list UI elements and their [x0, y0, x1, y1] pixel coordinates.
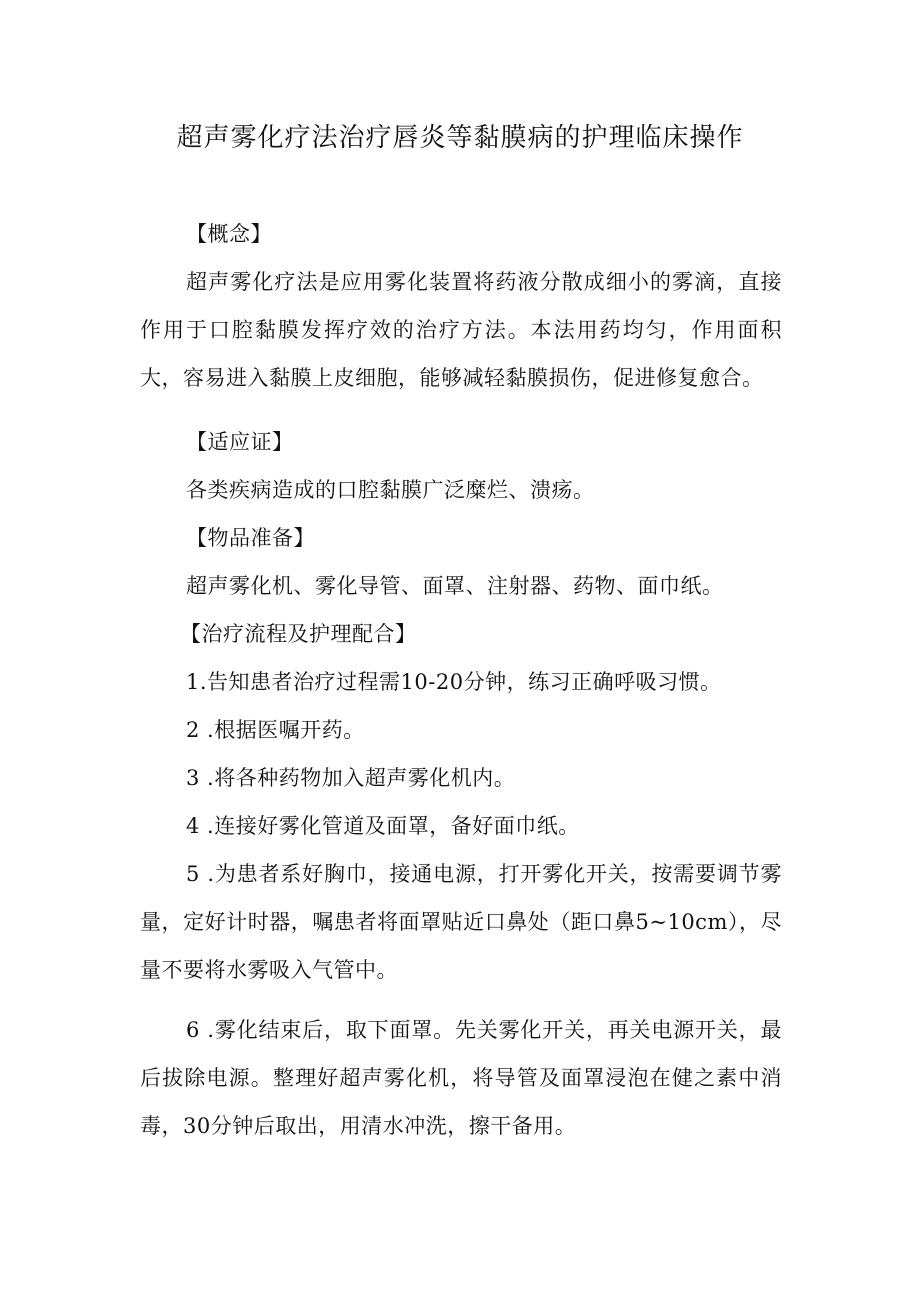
indications-heading: 【适应证】: [186, 430, 294, 454]
document-title: 超声雾化疗法治疗唇炎等黏膜病的护理临床操作: [176, 123, 744, 153]
procedure-step-4: 4 .连接好雾化管道及面罩，备好面巾纸。: [186, 814, 580, 838]
procedure-step-2: 2 .根据医嘱开药。: [186, 718, 365, 742]
supplies-heading: 【物品准备】: [186, 526, 315, 550]
concept-heading: 【概念】: [186, 222, 272, 246]
procedure-step-5: 5 .为患者系好胸巾，接通电源，打开雾化开关，按需要调节雾量，定好计时器，嘱患者将面罩贴近口鼻处（距口鼻5~10cm），尽量不要将水雾吸入气管中。: [140, 862, 782, 982]
concept-paragraph: 超声雾化疗法是应用雾化装置将药液分散成细小的雾滴，直接作用于口腔黏膜发挥疗效的治疗方法。本法用药均匀，作用面积大，容易进入黏膜上皮细胞，能够减轻黏膜损伤，促进修复愈合。: [140, 270, 782, 390]
procedure-step-3: 3 .将各种药物加入超声雾化机内。: [186, 766, 516, 790]
procedure-heading: 【治疗流程及护理配合】: [180, 622, 417, 646]
procedure-step-6: 6 .雾化结束后，取下面罩。先关雾化开关，再关电源开关，最后拔除电源。整理好超声雾化机，将导管及面罩浸泡在健之素中消毒，30分钟后取出，用清水冲洗，擦干备用。: [140, 1018, 782, 1138]
procedure-step-1: 1.告知患者治疗过程需10-20分钟，练习正确呼吸习惯。: [186, 670, 722, 694]
document-body: [140, 210, 782, 1150]
supplies-paragraph: 超声雾化机、雾化导管、面罩、注射器、药物、面巾纸。: [186, 574, 724, 598]
indications-paragraph: 各类疾病造成的口腔黏膜广泛糜烂、溃疡。: [186, 478, 595, 502]
